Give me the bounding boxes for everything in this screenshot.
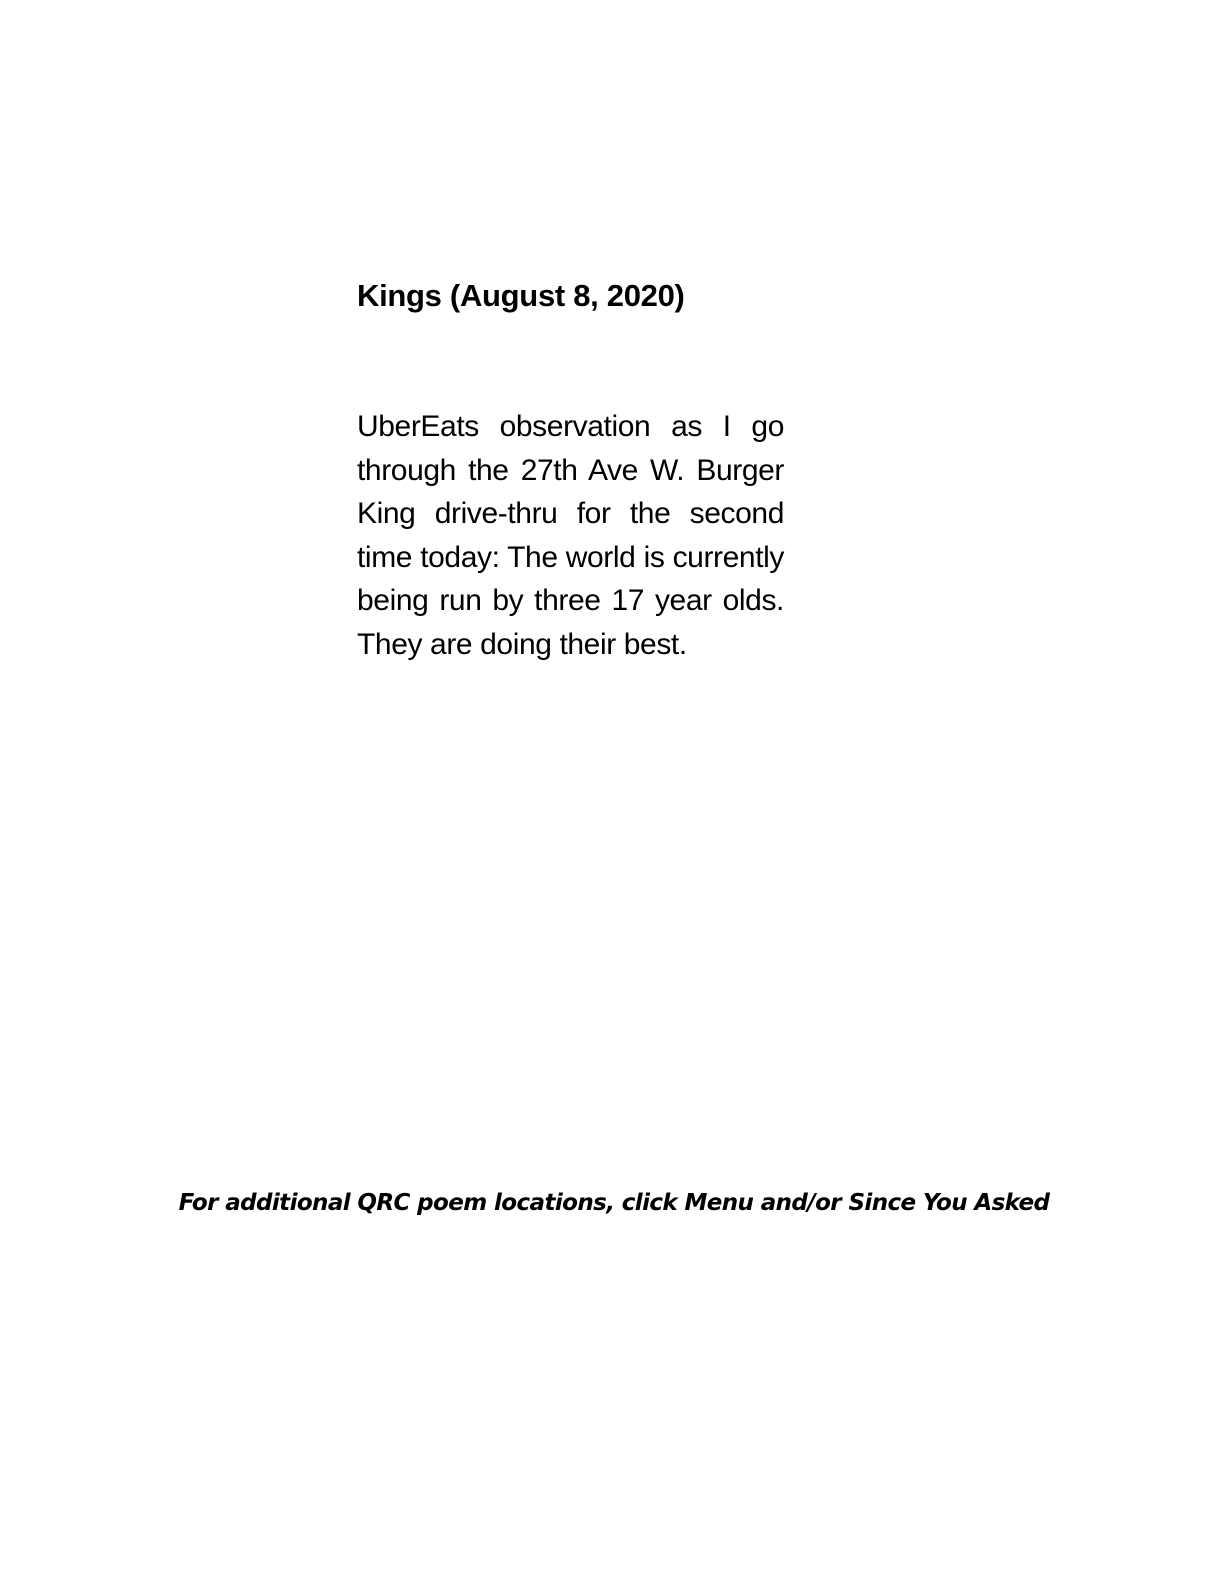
poem-body: UberEats observation as I go through the 27th Ave W. Burger King drive-thru for the second time today: The world is currently being run by three 17 year olds. They are doing their best.: [357, 410, 784, 661]
poem-title: Kings (August 8, 2020): [357, 278, 685, 313]
footer-note: For additional QRC poem locations, click Menu and/or Since You Asked: [178, 1190, 1050, 1216]
